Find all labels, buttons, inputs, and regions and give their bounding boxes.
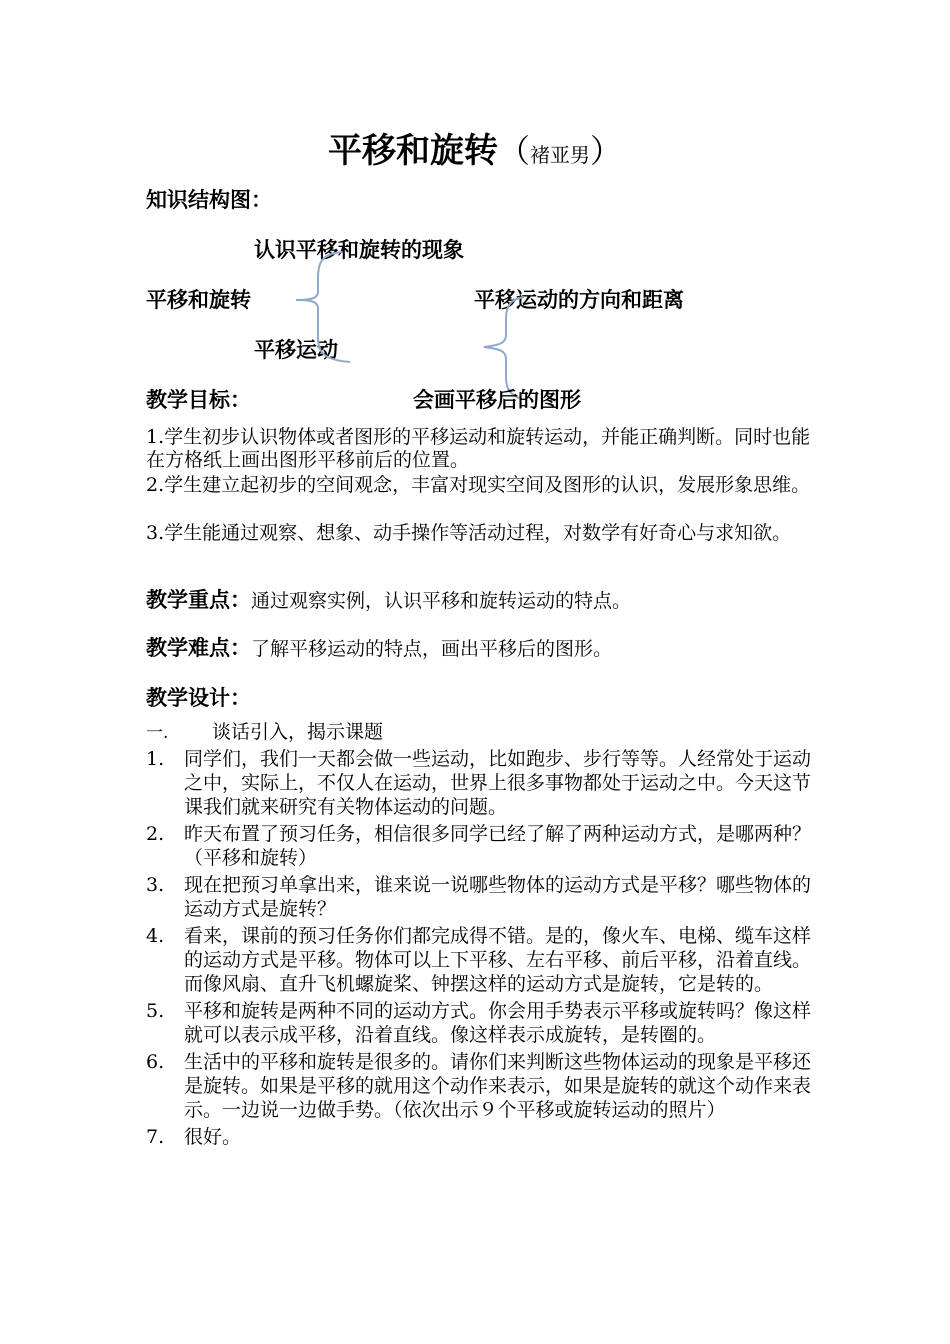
list-item-text: 看来，课前的预习任务你们都完成得不错。是的，像火车、电梯、缆车这样的运动方式是平移。物体可以上下平移、左右平移、前后平移，沿着直线。而像风扇、直升飞机螺旋桨、钟摆这样的运动方式是旋转，它是转的。 xyxy=(184,925,812,995)
list-item-number: 7. xyxy=(146,1126,165,1148)
list-item-number: 2. xyxy=(146,823,165,845)
title-main: 平移和旋转 xyxy=(327,131,498,171)
list-item-text: 很好。 xyxy=(184,1126,242,1148)
section-title-text: 谈话引入，揭示课题 xyxy=(212,721,384,743)
knowledge-branch-1: 认识平移和旋转的现象 xyxy=(254,238,464,262)
list-item xyxy=(146,924,816,996)
knowledge-sub-1: 平移运动的方向和距离 xyxy=(474,288,684,312)
list-item-text: 同学们，我们一天都会做一些运动，比如跑步、步行等等。人经常处于运动之中，实际上，不仅人在运动，世界上很多事物都处于运动之中。今天这节课我们就来研究有关物体运动的问题。 xyxy=(184,748,812,818)
title-close-paren: ） xyxy=(590,132,623,170)
design-list xyxy=(146,747,816,1152)
list-item xyxy=(146,747,816,819)
list-item xyxy=(146,822,816,870)
list-item xyxy=(146,1050,816,1122)
goals-heading: 教学目标： xyxy=(146,388,251,412)
section-number: 一. xyxy=(146,723,169,743)
difficulty-line xyxy=(146,634,612,662)
list-item-number: 5. xyxy=(146,1000,165,1022)
title-open-paren: （ xyxy=(497,132,530,170)
difficulty-label: 教学难点： xyxy=(146,636,251,660)
list-item-number: 4. xyxy=(146,925,165,947)
focus-line xyxy=(146,586,631,614)
goal-item: 2.学生建立起初步的空间观念，丰富对现实空间及图形的认识，发展形象思维。 xyxy=(146,474,811,496)
design-heading: 教学设计： xyxy=(146,686,251,710)
list-item xyxy=(146,873,816,921)
difficulty-text: 了解平移运动的特点，画出平移后的图形。 xyxy=(251,638,613,660)
list-item-text: 生活中的平移和旋转是很多的。请你们来判断这些物体运动的现象是平移还是旋转。如果是平移的就用这个动作来表示，如果是旋转的就这个动作来表示。一边说一边做手势。（依次出示９个平移或旋转运动的照片） xyxy=(184,1051,812,1121)
knowledge-heading: 知识结构图： xyxy=(146,188,272,212)
knowledge-branch-2: 平移运动 xyxy=(254,338,338,362)
knowledge-sub-2: 会画平移后的图形 xyxy=(413,388,581,412)
list-item-text: 昨天布置了预习任务，相信很多同学已经了解了两种运动方式，是哪两种？（平移和旋转） xyxy=(184,823,812,869)
list-item-number: 6. xyxy=(146,1051,165,1073)
goal-item: 1.学生初步认识物体或者图形的平移运动和旋转运动，并能正确判断。同时也能在方格纸上画出图形平移前后的位置。 xyxy=(146,426,811,471)
list-item-text: 现在把预习单拿出来，谁来说一说哪些物体的运动方式是平移？哪些物体的运动方式是旋转？ xyxy=(184,874,812,920)
title-author: 褚亚男 xyxy=(530,143,590,167)
goal-item: 3.学生能通过观察、想象、动手操作等活动过程，对数学有好奇心与求知欲。 xyxy=(146,522,792,544)
list-item xyxy=(146,1125,816,1149)
design-section-title xyxy=(146,720,383,745)
page-title xyxy=(0,128,950,178)
list-item xyxy=(146,999,816,1047)
brace-left xyxy=(290,250,360,365)
list-item-number: 1. xyxy=(146,748,165,770)
list-item-text: 平移和旋转是两种不同的运动方式。你会用手势表示平移或旋转吗？像这样就可以表示成平移，沿着直线。像这样表示成旋转，是转圈的。 xyxy=(184,1000,812,1046)
list-item-number: 3. xyxy=(146,874,165,896)
knowledge-root: 平移和旋转 xyxy=(146,288,251,312)
focus-text: 通过观察实例，认识平移和旋转运动的特点。 xyxy=(251,590,632,612)
focus-label: 教学重点： xyxy=(146,588,251,612)
brace-right xyxy=(480,295,540,400)
